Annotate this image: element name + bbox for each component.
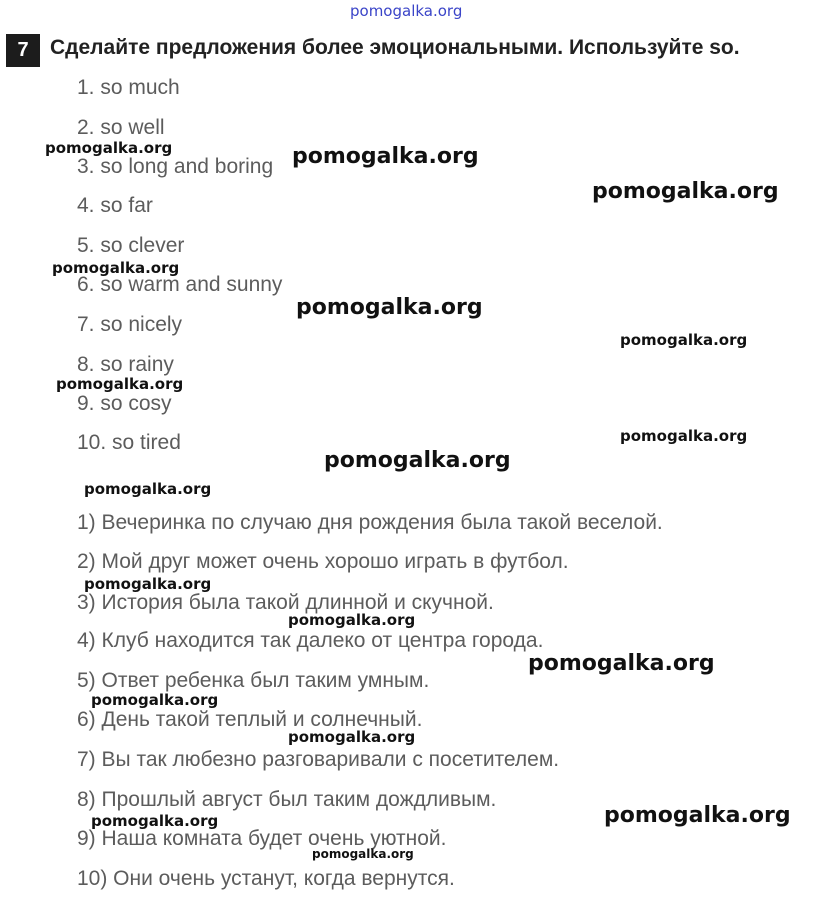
answer-item: 4. so far	[77, 194, 153, 217]
sentence-item: 7) Вы так любезно разговаривали с посетителем.	[77, 748, 560, 771]
watermark: pomogalka.org	[604, 803, 791, 828]
watermark: pomogalka.org	[56, 375, 184, 393]
watermark: pomogalka.org	[45, 139, 173, 157]
answer-item: 6. so warm and sunny	[77, 273, 283, 296]
sentence-item: 1) Вечеринка по случаю дня рождения была такой веселой.	[77, 511, 663, 534]
answer-item: 8. so rainy	[77, 353, 174, 376]
watermark: pomogalka.org	[84, 575, 212, 593]
sentence-item: 5) Ответ ребенка был таким умным.	[77, 669, 430, 692]
answer-item: 7. so nicely	[77, 313, 183, 336]
sentence-item: 4) Клуб находится так далеко от центра города.	[77, 629, 544, 652]
exercise-number-badge: 7	[6, 34, 40, 67]
answer-item: 10. so tired	[77, 431, 181, 454]
answer-item: 5. so clever	[77, 234, 185, 257]
answer-item: 3. so long and boring	[77, 155, 274, 178]
watermark: pomogalka.org	[324, 448, 511, 473]
site-link[interactable]: pomogalka.org	[350, 2, 463, 20]
answer-item: 9. so cosy	[77, 392, 172, 415]
exercise-instruction: Сделайте предложения более эмоциональными. Используйте so.	[50, 36, 740, 59]
watermark: pomogalka.org	[91, 812, 219, 830]
watermark: pomogalka.org	[592, 179, 779, 204]
watermark: pomogalka.org	[620, 427, 748, 445]
watermark: pomogalka.org	[620, 331, 748, 349]
watermark: pomogalka.org	[312, 847, 414, 861]
answer-item: 1. so much	[77, 76, 180, 99]
watermark: pomogalka.org	[288, 728, 416, 746]
watermark: pomogalka.org	[288, 611, 416, 629]
watermark: pomogalka.org	[292, 144, 479, 169]
sentence-item: 8) Прошлый август был таким дождливым.	[77, 788, 497, 811]
sentence-item: 6) День такой теплый и солнечный.	[77, 708, 423, 731]
watermark: pomogalka.org	[84, 480, 212, 498]
sentence-item: 10) Они очень устанут, когда вернутся.	[77, 867, 455, 890]
sentence-item: 9) Наша комната будет очень уютной.	[77, 827, 447, 850]
watermark: pomogalka.org	[528, 651, 715, 676]
watermark: pomogalka.org	[296, 295, 483, 320]
watermark: pomogalka.org	[91, 691, 219, 709]
answer-item: 2. so well	[77, 116, 165, 139]
sentence-item: 3) История была такой длинной и скучной.	[77, 591, 494, 614]
watermark: pomogalka.org	[52, 259, 180, 277]
sentence-item: 2) Мой друг может очень хорошо играть в футбол.	[77, 550, 569, 573]
